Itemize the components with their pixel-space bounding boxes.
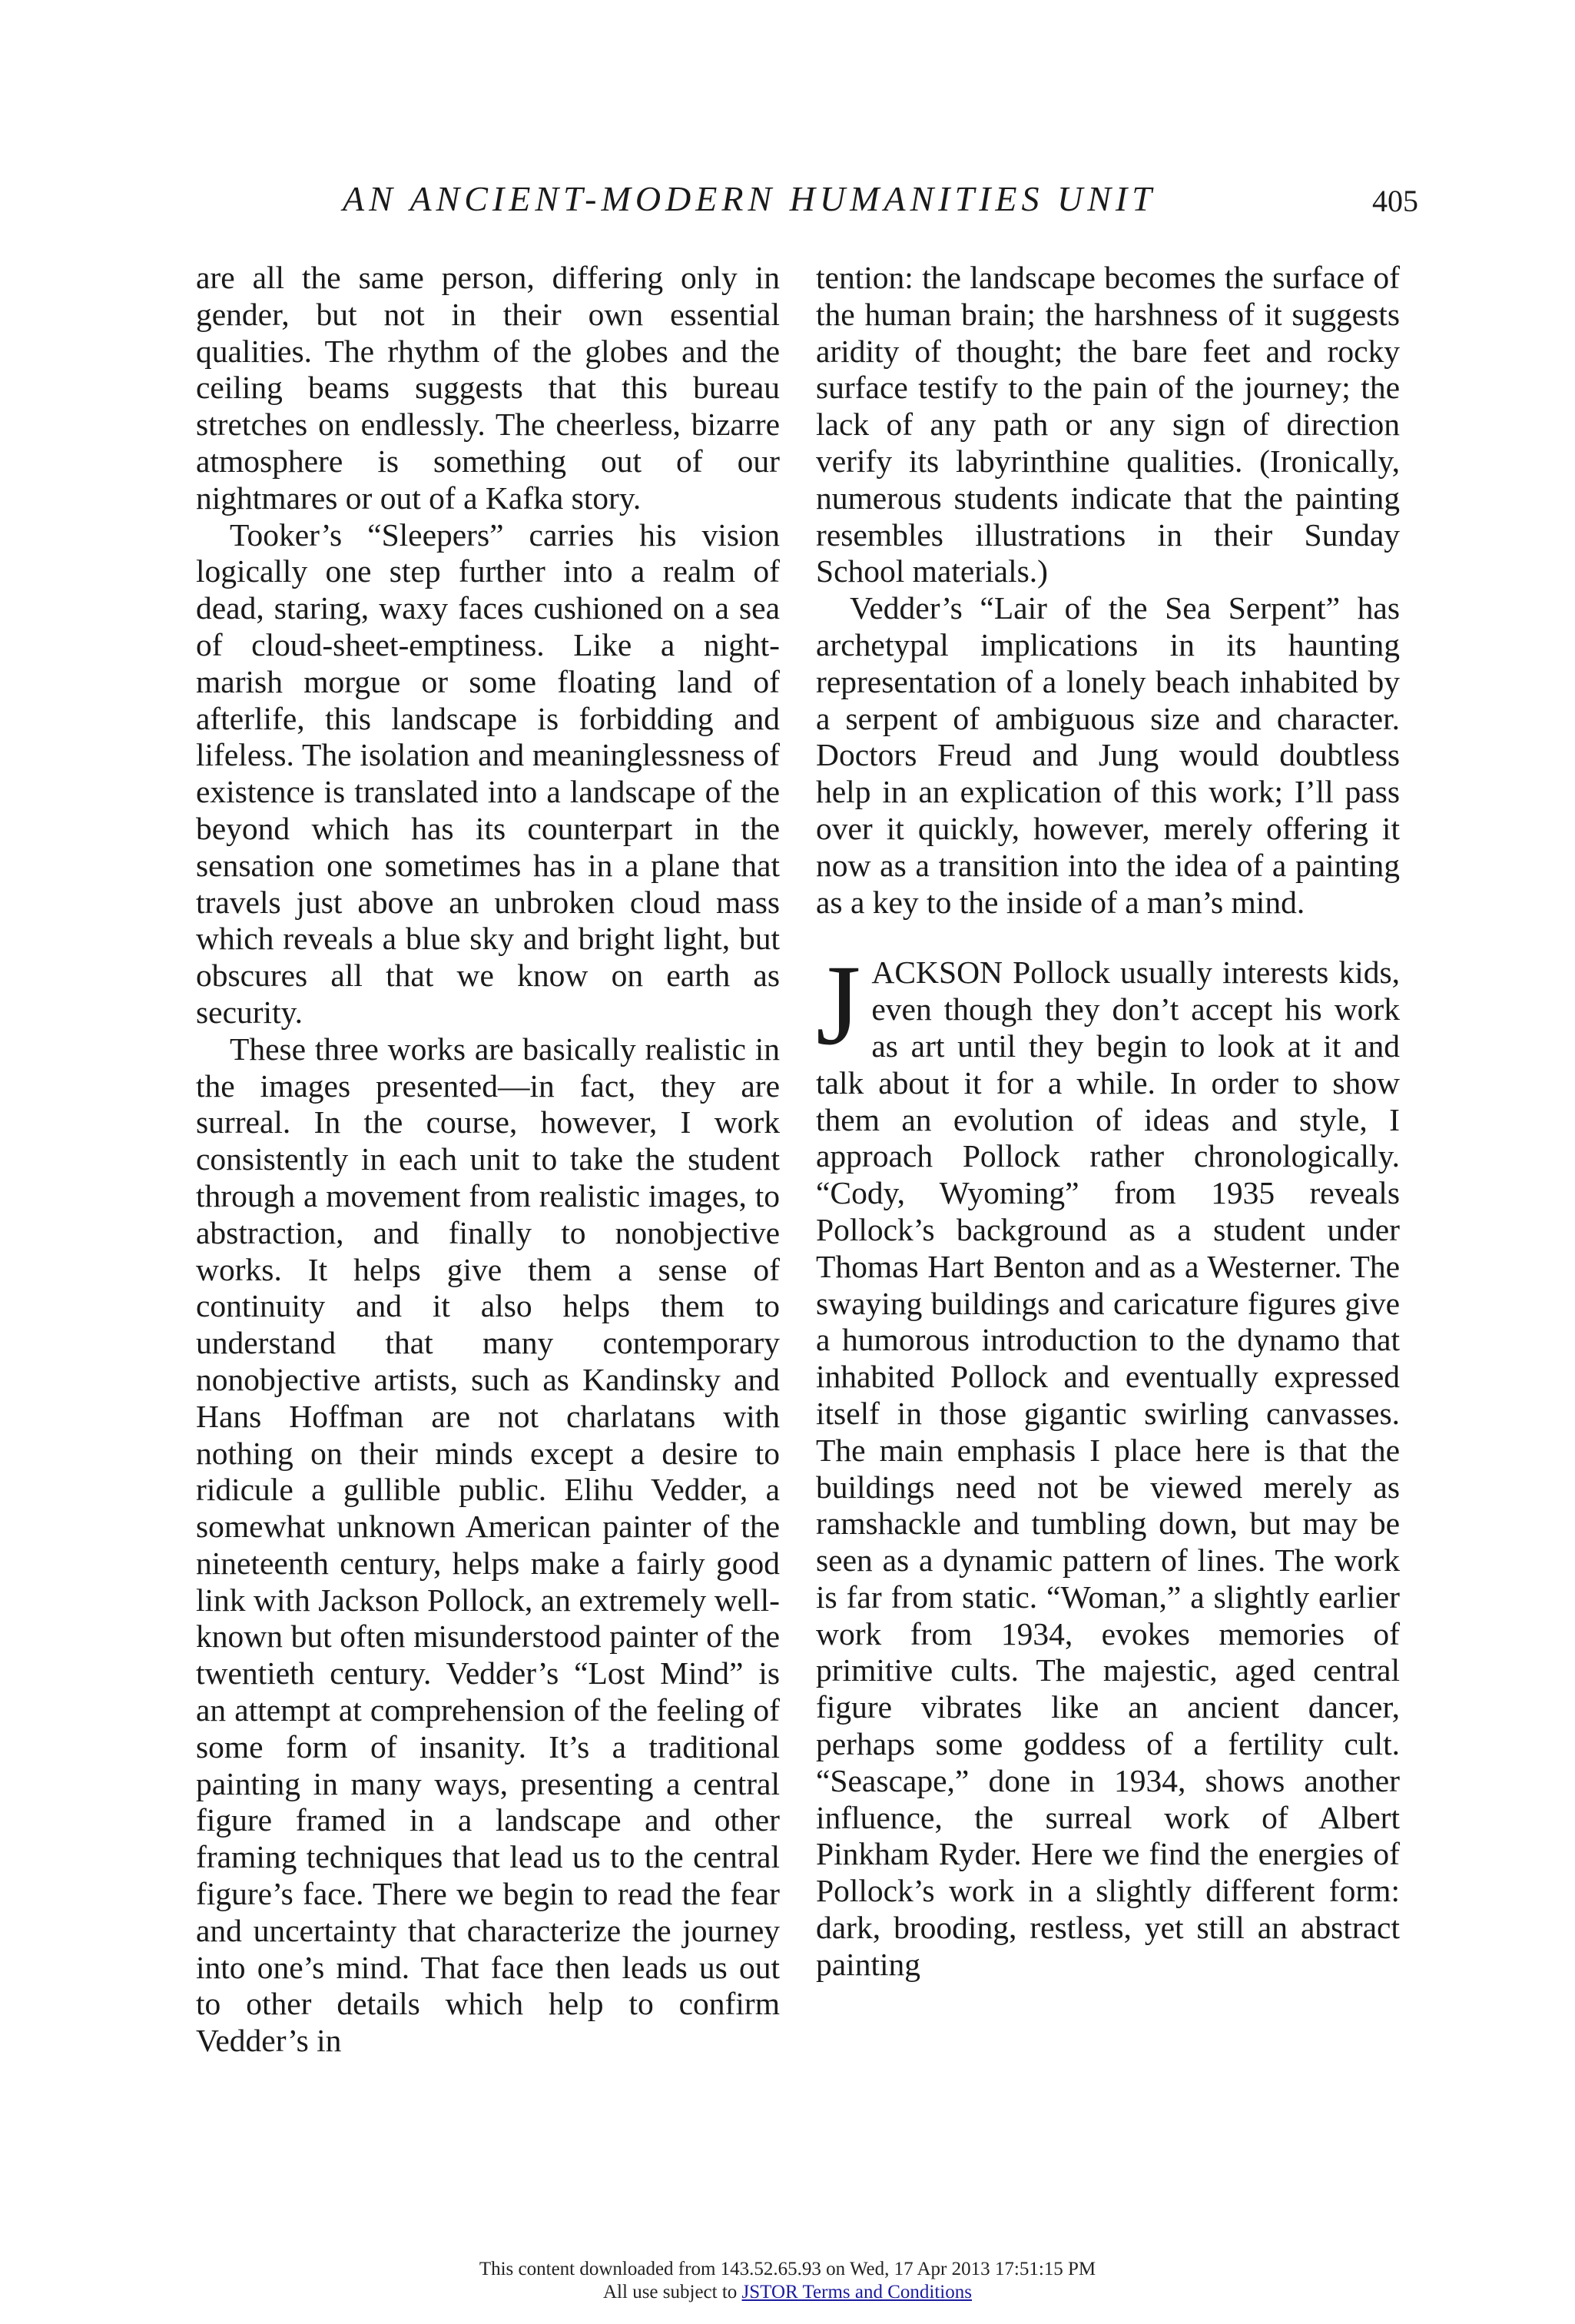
drop-cap: J [816, 941, 861, 1070]
terms-prefix: All use subject to [603, 2282, 742, 2302]
paragraph: tention: the landscape becomes the surface of the human brain; the harshness of it suggests aridity of thought; the bare feet and rocky surface testify to the pain of the journey; the lack of any path or any sign of direction verify its labyrinthine qualities. (Ironically, numerous students indicate that the painting resembles illustrations in their Sunday School materials.) [816, 260, 1400, 589]
paragraph: Tooker’s “Sleepers” carries his vision logically one step further into a realm of dead, staring, waxy faces cushioned on a sea of cloud-sheet-emptiness. Like a night-marish morgue or some floating land of afterlife, this landscape is forbidding and lifeless. The isolation and meaninglessness of existence is translated into a landscape of the beyond which has its counterpart in the sensation one sometimes has in a plane that travels just above an unbroken cloud mass which reveals a blue sky and bright light, but obscures all that we know on earth as security. [196, 516, 780, 1030]
paragraph: are all the same person, differing only in gender, but not in their own essential qualities. The rhythm of the globes and the ceiling beams suggests that this bureau stretches on endlessly. The cheerless, bizarre atmosphere is something out of our nightmares or out of a Kafka story. [196, 260, 780, 516]
left-column [196, 260, 780, 2060]
paragraph: Vedder’s “Lair of the Sea Serpent” has archetypal implications in its haunting representation of a lonely beach inhabited by a serpent of ambiguous size and character. Doctors Freud and Jung would doubtless help in an explication of this work; I’ll pass over it quickly, however, merely offering it now as a transition into the idea of a painting as a key to the inside of a man’s mind. [816, 590, 1400, 920]
section-paragraph [816, 941, 1400, 1983]
paragraph: These three works are basically realistic in the images presented—in fact, they are surreal. In the course, however, I work consistently in each unit to take the student through a movement from realistic images, to abstraction, and finally to nonobjective works. It helps give them a sense of continuity and it also helps them to understand that many contemporary nonobjective artists, such as Kandinsky and Hans Hoffman are not charlatans with nothing on their minds except a desire to ridicule a gullible public. Elihu Vedder, a somewhat unknown American painter of the nineteenth century, helps make a fairly good link with Jackson Pollock, an extremely well-known but often misunderstood painter of the twentieth century. Vedder’s “Lost Mind” is an attempt at comprehension of the feeling of some form of insanity. It’s a traditional painting in many ways, presenting a central figure framed in a landscape and other framing techniques that lead us to the central figure’s face. There we begin to read the fear and uncertainty that characterize the journey into one’s mind. That face then leads us out to other details which help to confirm Vedder’s in [196, 1031, 780, 2059]
download-footer [0, 2258, 1575, 2304]
section-text: ACKSON Pollock usually interests kids, even though they don’t accept his work as art until they begin to look at it and talk about it for a while. In order to show them an evolution of ideas and style, I approach Pollock rather chronologically. “Cody, Wyoming” from 1935 reveals Pollock’s background as a student under Thomas Hart Benton and as a Westerner. The swaying buildings and caricature figures give a humorous introduction to the dynamo that inhabited Pollock and eventually expressed itself in those gigantic swirling canvasses. The main emphasis I place here is that the buildings need not be viewed merely as ramshackle and tumbling down, but may be seen as a dynamic pattern of lines. The work is far from static. “Woman,” a slightly earlier work from 1934, evokes memories of primitive cults. The majestic, aged central figure vibrates like an ancient dancer, perhaps some goddess of a fertility cult. “Seascape,” done in 1934, shows another influence, the surreal work of Albert Pinkham Ryder. Here we find the energies of Pollock’s work in a slightly different form: dark, brooding, restless, yet still an abstract painting [816, 954, 1400, 1982]
terms-line [0, 2281, 1575, 2304]
jstor-terms-link[interactable]: JSTOR Terms and Conditions [741, 2282, 972, 2302]
running-title: AN ANCIENT-MODERN HUMANITIES UNIT [343, 179, 1156, 218]
download-notice: This content downloaded from 143.52.65.93 on Wed, 17 Apr 2013 17:51:15 PM [479, 2259, 1096, 2279]
right-column [816, 260, 1400, 1984]
page-number: 405 [1372, 184, 1418, 218]
